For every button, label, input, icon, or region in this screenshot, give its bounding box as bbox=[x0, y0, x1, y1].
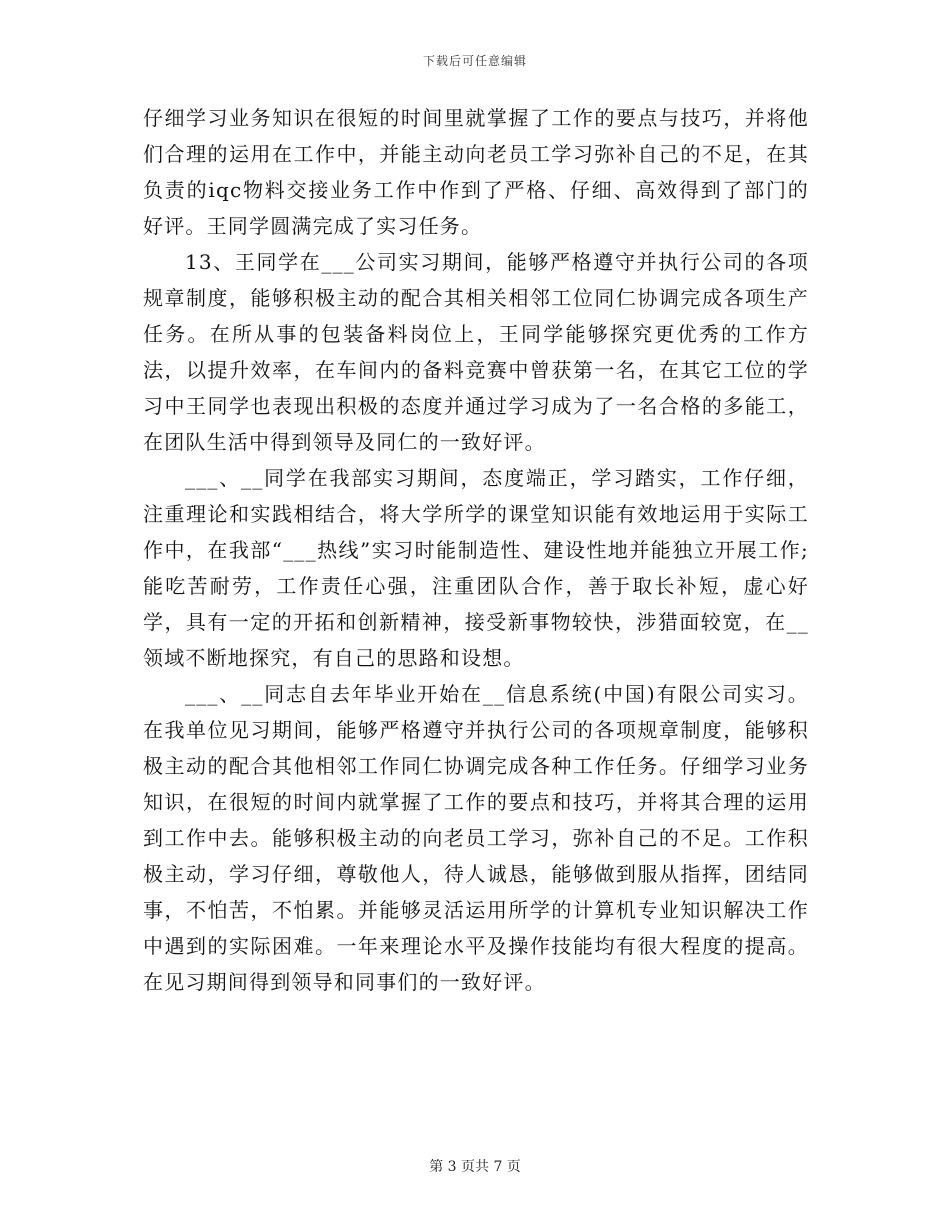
paragraph-internship-hotline: ___、__同学在我部实习期间，态度端正，学习踏实，工作仔细，注重理论和实践相结合，将大学所学的课堂知识能有效地运用于实际工作中，在我部“___热线”实习时能制造性、建设性地并能独立开展工作;能吃苦耐劳，工作责任心强，注重团队合作，善于取长补短，虚心好学，具有一定的开拓和创新精神，接受新事物较快，涉猎面较宽，在__领域不断地探究，有自己的思路和设想。 bbox=[143, 466, 809, 670]
paragraph-info-system: ___、__同志自去年毕业开始在__信息系统(中国)有限公司实习。在我单位见习期间，能够严格遵守并执行公司的各项规章制度，能够积极主动的配合其他相邻工作同仁协调完成各种工作任务。仔细学习业务知识，在很短的时间内就掌握了工作的要点和技巧，并将其合理的运用到工作中去。能够积极主动的向老员工学习，弥补自己的不足。工作积极主动，学习仔细，尊敬他人，待人诚恳，能够做到服从指挥，团结同事，不怕苦，不怕累。并能够灵活运用所学的计算机专业知识解决工作中遇到的实际困难。一年来理论水平及操作技能均有很大程度的提高。在见习期间得到领导和同事们的一致好评。 bbox=[143, 682, 809, 994]
paragraph-continuation: 仔细学习业务知识在很短的时间里就掌握了工作的要点与技巧，并将他们合理的运用在工作中，并能主动向老员工学习弥补自己的不足，在其负责的iqc物料交接业务工作中作到了严格、仔细、高效得到了部门的好评。王同学圆满完成了实习任务。 bbox=[143, 106, 809, 238]
page-number: 第 3 页共 7 页 bbox=[429, 1159, 521, 1175]
paragraph-13: 13、王同学在___公司实习期间，能够严格遵守并执行公司的各项规章制度，能够积极主动的配合其相关相邻工位同仁协调完成各项生产任务。在所从事的包装备料岗位上，王同学能够探究更优秀的工作方法，以提升效率，在车间内的备料竞赛中曾获第一名，在其它工位的学习中王同学也表现出积极的态度并通过学习成为了一名合格的多能工，在团队生活中得到领导及同仁的一致好评。 bbox=[143, 250, 809, 454]
document-body bbox=[143, 100, 809, 1000]
page-header: 下载后可任意编辑 bbox=[422, 54, 527, 68]
